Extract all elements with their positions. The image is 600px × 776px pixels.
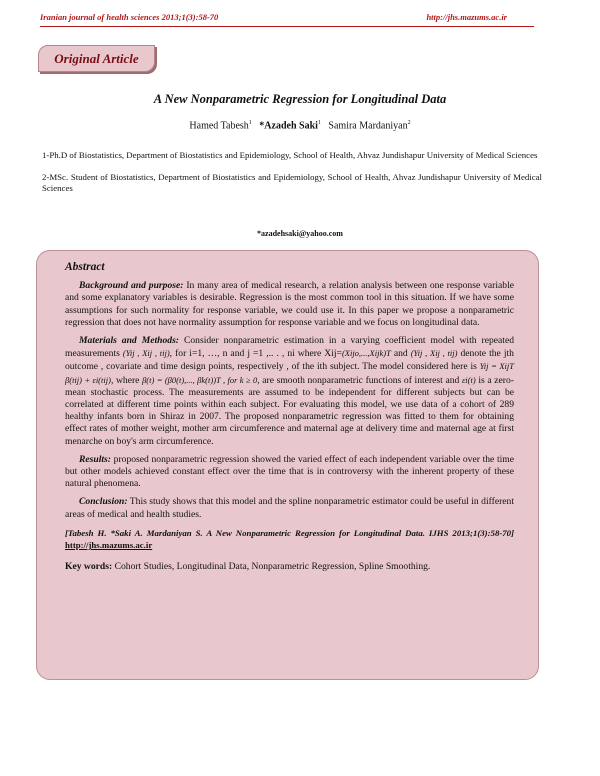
methods-text: , are smooth nonparametric functions of interest and xyxy=(257,374,462,386)
journal-reference: Iranian journal of health sciences 2013;1(3):58-70 xyxy=(40,12,219,22)
methods-text: is a zero-mean stochastic process. The measurements are assumed to be independent for different subjects but can be correlated at different time points within each subject. For evaluating this model, we use data of a cohort of 289 healthy infants born in Shiraz in 2007. The proposed nonparametric regression was fitted to them for obtaining effect rates of mother weight, mother arm circumference and maternal age at delivery time and maternal age at first menarche on boy's arm circumference. xyxy=(65,374,514,447)
methods-formula: εi(t) xyxy=(461,374,476,385)
journal-url[interactable]: http://jhs.mazums.ac.ir xyxy=(426,12,507,22)
corresponding-email[interactable]: *azadehsaki@yahoo.com xyxy=(257,229,343,238)
citation-text: [Tabesh H. *Saki A. Mardaniyan S. A New Nonparametric Regression for Longitudinal Data. IJHS 2013;1(3):58-70] xyxy=(65,527,514,538)
keywords xyxy=(65,561,514,573)
results-text: proposed nonparametric regression showed the varied effect of each independent variable over the time but other models achieved constant effect over the time that is in controversy with the inherent property of these natural phenomena. xyxy=(65,453,514,490)
article-type-badge xyxy=(38,45,155,72)
author-name: Hamed Tabesh xyxy=(189,120,249,132)
results-label: Results: xyxy=(79,453,111,465)
abstract-conclusion xyxy=(65,496,514,520)
affiliation-2: 2-MSc. Student of Biostatistics, Department of Biostatistics and Epidemiology, School of Health, Ahvaz Jundishapur University of Medical Sciences xyxy=(42,172,542,193)
methods-formula: (Yij , Xij , tij) xyxy=(410,348,458,359)
author-name: Samira Mardaniyan xyxy=(328,120,408,132)
article-type-label: Original Article xyxy=(54,50,139,66)
keywords-label: Key words: xyxy=(65,561,113,573)
author-affiliation-mark: 1 xyxy=(317,120,321,126)
abstract-results xyxy=(65,454,514,491)
abstract-background xyxy=(65,280,514,329)
methods-label: Materials and Methods: xyxy=(79,335,180,347)
corresponding-author-name: *Azadeh Saki xyxy=(259,120,318,132)
methods-text: denote the jth outcome , covariate and time design points, respectively , of the ith subject. The model considered here is xyxy=(65,348,514,373)
methods-formula: β(t) = (β0(t),..., βk(t))T , for k ≥ 0 xyxy=(142,374,258,385)
keywords-text: Cohort Studies, Longitudinal Data, Nonparametric Regression, Spline Smoothing. xyxy=(112,561,431,573)
methods-text: Consider nonparametric estimation in a varying coefficient model with repeated measurements xyxy=(65,335,514,360)
citation-link[interactable]: http://jhs.mazums.ac.ir xyxy=(65,540,153,551)
conclusion-text: This study shows that this model and the spline nonparametric estimator could be useful in different areas of medical and health studies. xyxy=(65,496,514,520)
affiliation-1: 1-Ph.D of Biostatistics, Department of Biostatistics and Epidemiology, School of Health, Ahvaz Jundishapur University of Medical Sciences xyxy=(42,150,538,160)
citation xyxy=(65,527,514,551)
methods-text: , for i=1, …, n and j =1 ,.. . , ni where Xij= xyxy=(169,348,342,360)
abstract-box xyxy=(36,250,539,680)
conclusion-label: Conclusion: xyxy=(79,496,128,508)
methods-formula: (Yij , Xij , tij) xyxy=(122,348,170,359)
abstract-methods xyxy=(65,335,514,448)
methods-text: and xyxy=(390,348,411,360)
author-affiliation-mark: 1 xyxy=(248,120,252,126)
methods-formula: Yij = XijT β(tij) + εi(tij) xyxy=(65,361,514,385)
article-title: A New Nonparametric Regression for Longitudinal Data xyxy=(153,92,447,106)
background-label: Background and purpose: xyxy=(79,280,184,292)
author-list xyxy=(0,120,600,131)
methods-formula: (Xijo,...,Xijk)T xyxy=(341,348,391,359)
methods-text: , where xyxy=(110,374,143,386)
abstract-heading: Abstract xyxy=(65,261,105,273)
author-affiliation-mark: 2 xyxy=(407,120,411,126)
background-text: In many area of medical research, a relation analysis between one response variable and some explanatory variables is desirable. Regression is the most common tool in this situation. If we have some assumptions for such normality for response variable, we could use it. In this paper we propose a nonparametric regression that does not have normality assumption for response variable and we focus on longitudinal data. xyxy=(65,280,515,328)
header-rule xyxy=(40,26,534,27)
